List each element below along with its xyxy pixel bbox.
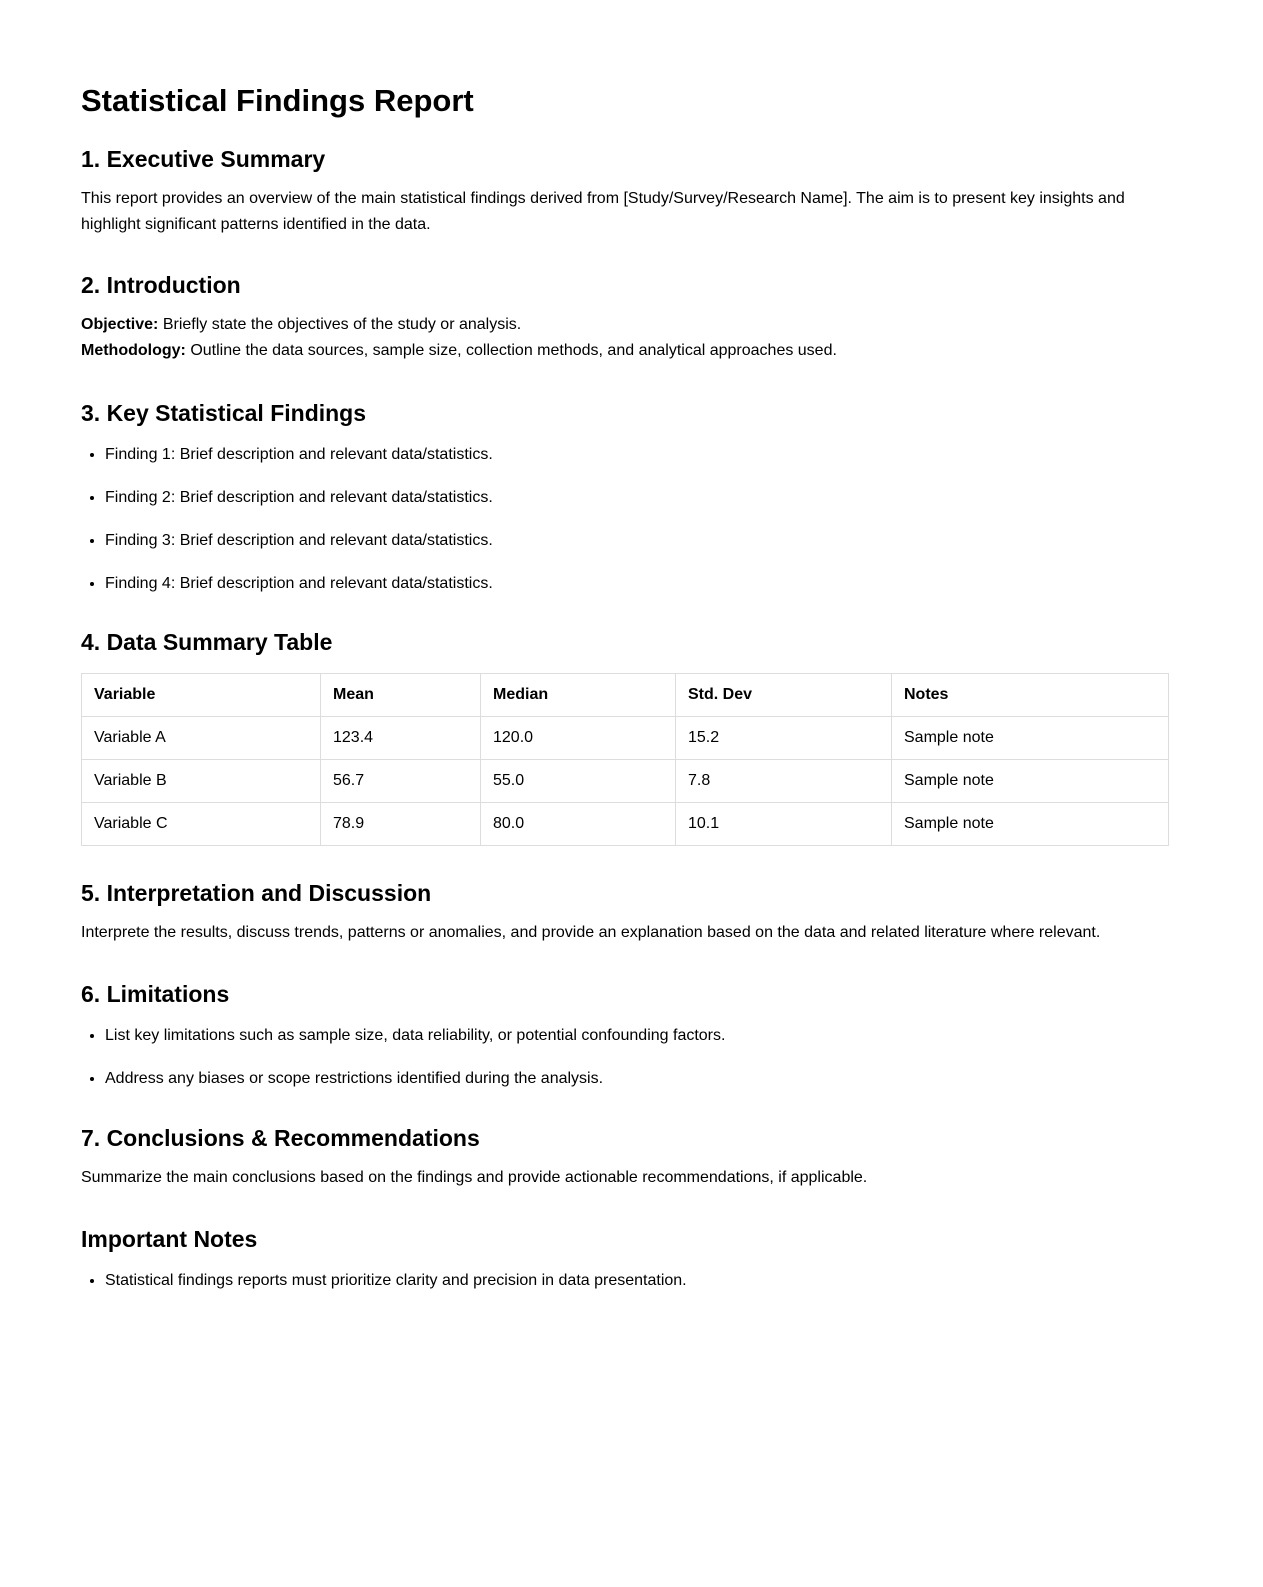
table-cell: 56.7 [321, 760, 481, 803]
column-header-std-dev: Std. Dev [676, 674, 892, 717]
limitations-heading: 6. Limitations [81, 981, 230, 1007]
limitations-list [81, 1025, 1168, 1090]
executive-summary-heading: 1. Executive Summary [81, 146, 326, 172]
table-row [82, 760, 1169, 803]
table-cell: Variable B [82, 760, 321, 803]
objective-text: Briefly state the objectives of the study or analysis. [162, 316, 522, 333]
table-cell: 78.9 [321, 803, 481, 846]
table-cell: 55.0 [481, 760, 676, 803]
methodology-label: Methodology: [81, 342, 186, 359]
objective-label: Objective: [81, 316, 159, 333]
column-header-mean: Mean [321, 674, 481, 717]
table-row [82, 803, 1169, 846]
methodology-line [81, 338, 1168, 364]
interpretation-heading: 5. Interpretation and Discussion [81, 880, 432, 906]
data-summary-heading: 4. Data Summary Table [81, 629, 333, 655]
interpretation-text: Interprete the results, discuss trends, patterns or anomalies, and provide an explanation based on the data and related literature where relevant. [81, 924, 1101, 941]
report-title: Statistical Findings Report [81, 83, 474, 118]
list-item: • Statistical findings reports must prioritize clarity and precision in data presentation. [105, 1270, 1168, 1292]
table-cell: 10.1 [676, 803, 892, 846]
important-notes-heading: Important Notes [81, 1226, 258, 1252]
table-cell: Variable A [82, 717, 321, 760]
table-cell: 80.0 [481, 803, 676, 846]
table-cell: Sample note [892, 803, 1169, 846]
table-cell: 15.2 [676, 717, 892, 760]
column-header-median: Median [481, 674, 676, 717]
important-notes-list [81, 1270, 1168, 1292]
table-cell: 7.8 [676, 760, 892, 803]
introduction-heading: 2. Introduction [81, 272, 241, 298]
objective-line [81, 312, 1168, 338]
list-item: • Finding 2: Brief description and relevant data/statistics. [105, 487, 1168, 509]
list-item: • Finding 3: Brief description and relevant data/statistics. [105, 530, 1168, 552]
list-item: • List key limitations such as sample size, data reliability, or potential confounding factors. [105, 1025, 1168, 1047]
key-findings-list [81, 444, 1168, 595]
executive-summary-text: This report provides an overview of the main statistical findings derived from [Study/Survey/Research Name]. The aim is to present key insights and highlight significant patterns identified in the data. [81, 190, 1125, 233]
table-cell: 120.0 [481, 717, 676, 760]
conclusions-text: Summarize the main conclusions based on the findings and provide actionable recommendations, if applicable. [81, 1169, 868, 1186]
table-cell: 123.4 [321, 717, 481, 760]
introduction-body [81, 312, 1168, 364]
table-cell: Sample note [892, 717, 1169, 760]
conclusions-heading: 7. Conclusions & Recommendations [81, 1125, 480, 1151]
column-header-notes: Notes [892, 674, 1169, 717]
list-item: • Finding 4: Brief description and relevant data/statistics. [105, 573, 1168, 595]
table-cell: Sample note [892, 760, 1169, 803]
table-cell: Variable C [82, 803, 321, 846]
column-header-variable: Variable [82, 674, 321, 717]
data-summary-table [81, 673, 1169, 846]
key-findings-heading: 3. Key Statistical Findings [81, 400, 367, 426]
list-item: • Finding 1: Brief description and relevant data/statistics. [105, 444, 1168, 466]
table-row [82, 717, 1169, 760]
methodology-text: Outline the data sources, sample size, collection methods, and analytical approaches used. [190, 342, 837, 359]
list-item: • Address any biases or scope restrictions identified during the analysis. [105, 1068, 1168, 1090]
table-header-row [82, 674, 1169, 717]
